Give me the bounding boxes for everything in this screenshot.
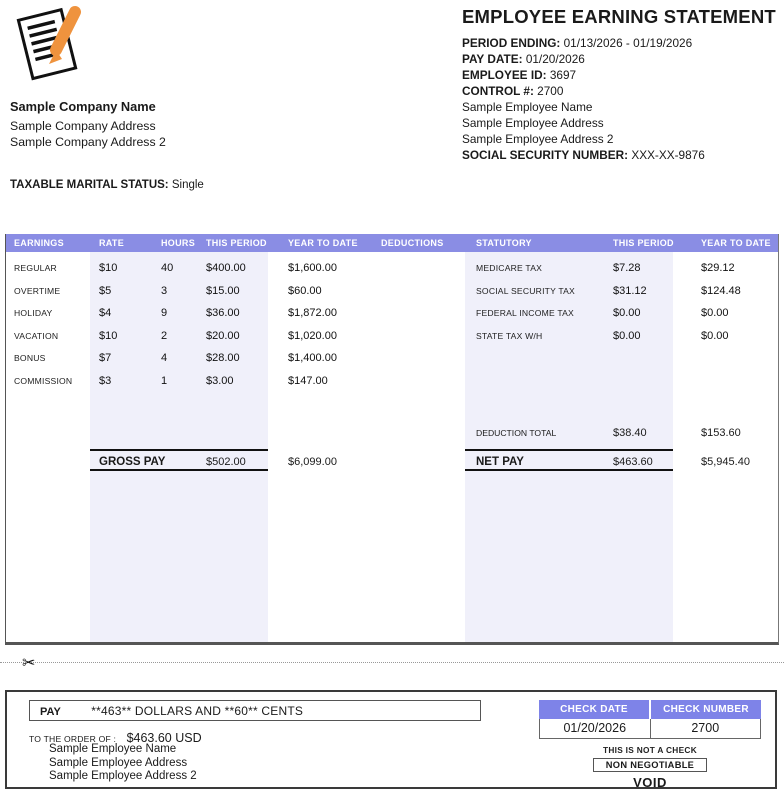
earning-ytd: $60.00: [288, 284, 322, 297]
check-number-value: 2700: [691, 721, 720, 735]
ssn-label: SOCIAL SECURITY NUMBER:: [462, 148, 629, 162]
pay-amount-words: **463** DOLLARS AND **60** CENTS: [91, 704, 304, 718]
pay-date-value: 01/20/2026: [525, 52, 585, 66]
ssn-value: XXX-XX-9876: [631, 148, 705, 162]
earning-name: OVERTIME: [14, 285, 61, 296]
payee-address: Sample Employee Address: [49, 756, 188, 769]
statutory-name: MEDICARE TAX: [476, 263, 543, 273]
earning-ytd: $147.00: [288, 374, 328, 387]
void-text: VOID: [633, 775, 667, 790]
statutory-rows: [6, 257, 778, 347]
cut-line: [0, 655, 784, 672]
employee-name: Sample Employee Name: [462, 100, 593, 114]
check-info-header: [539, 700, 761, 719]
pay-amount-box: [29, 700, 481, 721]
gross-pay-label: GROSS PAY: [99, 456, 166, 468]
employee-id: [462, 67, 780, 83]
gross-pay-row: [90, 449, 268, 471]
document-pencil-icon: [8, 2, 92, 94]
check-number-header: CHECK NUMBER: [651, 700, 761, 719]
payee-name: Sample Employee Name: [49, 743, 177, 755]
table-header-row: [6, 234, 778, 252]
earning-rate: $4: [99, 307, 112, 320]
statutory-ytd: $29.12: [701, 262, 735, 274]
earning-name: VACATION: [14, 330, 59, 341]
earning-hours: 2: [161, 329, 168, 342]
net-pay-period: $463.60: [613, 456, 653, 468]
employee-id-label: EMPLOYEE ID:: [462, 68, 547, 82]
earning-ytd: $1,600.00: [288, 262, 337, 274]
company-block: [10, 99, 166, 150]
earning-hours: 4: [161, 352, 168, 365]
earning-name: HOLIDAY: [14, 308, 53, 319]
order-amount: $463.60 USD: [126, 731, 202, 745]
earning-hours: 9: [161, 307, 168, 320]
earning-period: $20.00: [206, 329, 240, 342]
earning-hours: 40: [161, 262, 174, 274]
not-a-check-text: THIS IS NOT A CHECK: [602, 745, 698, 755]
page-title: EMPLOYEE EARNING STATEMENT: [462, 6, 776, 27]
earning-rate: $7: [99, 352, 112, 365]
payee-block: [49, 743, 197, 784]
earning-name: COMMISSION: [14, 375, 73, 386]
period-ending-value: 01/13/2026 - 01/19/2026: [563, 36, 693, 50]
period-ending-label: PERIOD ENDING:: [462, 36, 561, 50]
pay-label: PAY: [40, 706, 61, 718]
earning-period: $3.00: [206, 374, 234, 387]
check-stub: [5, 690, 777, 789]
earning-name: REGULAR: [14, 263, 57, 273]
earnings-table: [5, 234, 779, 645]
net-pay-ytd: $5,945.40: [701, 456, 750, 468]
net-pay-label: NET PAY: [476, 456, 524, 468]
col-deductions: DEDUCTIONS: [381, 238, 444, 248]
table-row: [6, 370, 778, 393]
table-row: [6, 325, 778, 348]
earning-ytd: $1,400.00: [288, 352, 337, 365]
control-number: [462, 83, 780, 99]
table-row: [6, 302, 778, 325]
employee-id-value: 3697: [549, 68, 577, 82]
period-ending: [462, 35, 780, 51]
net-pay-row: [465, 449, 673, 471]
control-number-label: CONTROL #:: [462, 84, 534, 98]
table-row: [6, 257, 778, 280]
col-this-period: THIS PERIOD: [206, 238, 267, 248]
col-rate: RATE: [99, 238, 125, 248]
earning-period: $15.00: [206, 284, 240, 297]
to-the-order-of-label: TO THE ORDER OF :: [29, 734, 117, 744]
deduction-total-period: $38.40: [613, 427, 647, 439]
statutory-period: $7.28: [613, 262, 641, 274]
company-address-2: Sample Company Address 2: [10, 134, 166, 149]
table-row: [6, 280, 778, 303]
col-this-period-2: THIS PERIOD: [613, 238, 674, 248]
employee-address-2: Sample Employee Address 2: [462, 132, 614, 146]
statutory-ytd: $0.00: [701, 329, 729, 342]
col-earnings: EARNINGS: [14, 238, 64, 248]
pay-date-label: PAY DATE:: [462, 52, 523, 66]
earning-period: $400.00: [206, 262, 246, 274]
earning-rate: $5: [99, 284, 112, 297]
col-hours: HOURS: [161, 238, 196, 248]
control-number-value: 2700: [537, 84, 564, 98]
statutory-name: FEDERAL INCOME TAX: [476, 308, 574, 319]
scissors-icon: ✂: [22, 655, 36, 672]
statutory-name: SOCIAL SECURITY TAX: [476, 285, 575, 296]
table-row: [6, 347, 778, 370]
statutory-ytd: $0.00: [701, 307, 729, 320]
earning-period: $28.00: [206, 352, 240, 365]
deduction-total-label: DEDUCTION TOTAL: [476, 428, 557, 438]
void-block: [539, 745, 761, 790]
employee-address: Sample Employee Address: [462, 116, 604, 130]
non-negotiable-badge: NON NEGOTIABLE: [593, 758, 707, 772]
check-info-values: [539, 719, 761, 739]
col-statutory: STATUTORY: [476, 238, 532, 248]
statutory-name: STATE TAX W/H: [476, 330, 543, 341]
gross-pay-period: $502.00: [206, 456, 246, 468]
company-address: Sample Company Address: [10, 119, 156, 133]
company-name: Sample Company Name: [10, 99, 156, 114]
statutory-period: $0.00: [613, 307, 641, 320]
check-date-header: CHECK DATE: [539, 700, 649, 719]
earning-name: BONUS: [14, 353, 46, 364]
deduction-total-ytd: $153.60: [701, 427, 741, 439]
check-date-value: 01/20/2026: [540, 719, 651, 738]
marital-status: [10, 179, 204, 191]
statutory-ytd: $124.48: [701, 284, 741, 297]
col-year-to-date: YEAR TO DATE: [288, 238, 358, 248]
earning-hours: 1: [161, 374, 168, 387]
statutory-period: $0.00: [613, 329, 641, 342]
earning-hours: 3: [161, 284, 168, 297]
gross-pay-ytd: $6,099.00: [288, 456, 337, 468]
earning-rate: $10: [99, 262, 118, 274]
marital-status-label: TAXABLE MARITAL STATUS:: [10, 179, 169, 191]
col-year-to-date-2: YEAR TO DATE: [701, 238, 771, 248]
earning-rate: $10: [99, 329, 118, 342]
earning-period: $36.00: [206, 307, 240, 320]
earning-rate: $3: [99, 374, 112, 387]
statutory-period: $31.12: [613, 284, 647, 297]
check-info-table: [539, 700, 761, 739]
marital-status-value: Single: [171, 179, 204, 191]
ssn: [462, 147, 780, 163]
earning-ytd: $1,872.00: [288, 307, 337, 320]
pay-date: [462, 51, 780, 67]
earning-ytd: $1,020.00: [288, 329, 337, 342]
company-logo: [8, 2, 92, 99]
payee-address-2: Sample Employee Address 2: [49, 770, 197, 782]
deduction-total-row: [6, 422, 778, 444]
